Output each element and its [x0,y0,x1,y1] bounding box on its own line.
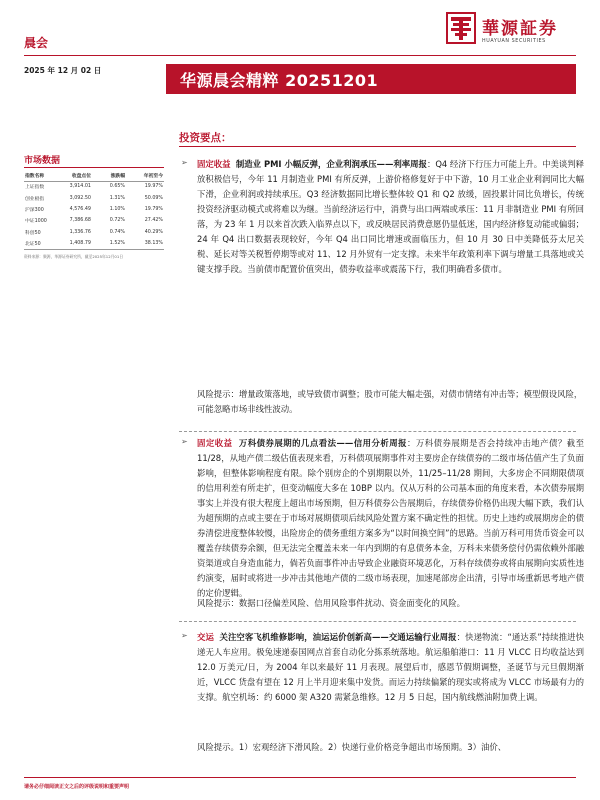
huayuan-seal-icon [446,12,476,44]
article-tag: 固定收益 [197,438,233,448]
article-item [197,436,584,601]
article-item [197,630,584,705]
logo-subtitle: HUAYUAN SECURITIES [482,39,546,44]
item-divider [179,431,576,432]
article-body: ：Q4 经济下行压力可能上升。中美谈判释放积极信号，今年 11 月制造业 PMI 有所反弹，上游价格修复好于中下游，10 月工业企业利润同比大幅下滑，企业利润或持续承压。Q3 经济数据同比增长整体较 Q1 和 Q2 放缓，固投累计同比负增长，传统投资经济驱动模式或将难以为继。当前经济运行中，消费与出口两端或承压：11 月非制造业 PMI 有所回落，为 23 年 1 月以来首次跌入临界点以下，或反映居民消费意愿仍显低迷，国内经济修复动能或偏弱；24 年 Q4 出口数据表现较好，今年 Q4 出口同比增速或面临压力，但 10 月 30 日中美降低芬太尼关税、延长对等关税暂停期等或对 11、12 月外贸有一定支撑。未来半年政策利率下调与增量工具落地或关键支撑手段。当前债市配置价值突出，债券收益率或震荡下行，我们明确看多债市。 [197,159,585,274]
arrow-bullet-icon: ➢ [181,158,188,167]
title-banner [166,64,576,94]
ytd-value: 38.13% [126,238,164,249]
risk-note: 风险提示：数据口径偏差风险、信用风险事件扰动、资金面变化的风险。 [197,598,465,608]
change-value: 1.52% [92,238,126,249]
article-tag: 交运 [197,632,214,642]
market-data-divider [24,167,164,168]
article-item [197,157,584,277]
ytd-value: 19.97% [144,184,163,190]
table-row [24,192,164,203]
article-headline: 关注空客飞机维修影响，油运运价创新高——交通运输行业周报 [219,632,457,642]
company-logo [446,12,578,56]
close-value: 4,576.49 [69,206,91,212]
ytd-value: 27.42% [144,218,163,224]
market-data-title: 市场数据 [24,156,61,166]
close-value: 1,336.76 [69,229,91,235]
index-name: 沪深300 [25,207,44,213]
table-header-row [24,171,164,181]
index-name: 北证50 [24,238,56,249]
arrow-bullet-icon: ➢ [181,631,188,640]
section-divider [179,146,576,147]
table-row [24,215,164,226]
index-name: 上证指数 [25,185,45,191]
footer-disclaimer: 请务必仔细阅读正文之后的评级说明和重要声明 [24,784,130,790]
change-value: 0.65% [109,184,125,190]
ytd-value: 40.29% [144,229,163,235]
footer-divider [24,777,576,778]
index-name: 科创50 [25,230,41,236]
page-title: 华源晨会精粹 20251201 [180,71,379,90]
report-category: 晨会 [24,36,49,50]
market-data-source: 资料来源：聚源，华源证券研究所，截至2025年12月01日 [24,254,124,259]
index-name: 中证1000 [25,219,47,225]
column-header: 收盘点位 [56,171,92,181]
table-row [24,238,164,249]
close-value: 3,914.01 [69,184,91,190]
close-value: 7,386.68 [69,218,91,224]
column-header: 指数名称 [24,171,56,181]
ytd-value: 19.79% [144,206,163,212]
close-value: 1,408.79 [56,238,92,249]
change-value: 1.10% [109,206,125,212]
report-date: 2025 年 12 月 02 日 [24,66,102,75]
market-data-table [24,171,164,250]
change-value: 0.74% [109,229,125,235]
index-name: 创业板指 [25,196,45,202]
ytd-value: 50.09% [144,195,163,201]
article-headline: 制造业 PMI 小幅反弹，企业利润承压——利率周报 [235,159,427,169]
table-row [24,227,164,238]
table-row [24,181,164,192]
article-tag: 固定收益 [197,159,231,169]
arrow-bullet-icon: ➢ [181,437,188,446]
article-body: ：快递物流：“通达系”持续推进快递无人车应用。极兔速递泰国网点首套自动化分拣系统落地。航运船舶港口：11 月 VLCC 日均收益达到 12.0 万美元/日，为 2004 年以来最好 11 月表现。展望后市，感恩节假期调整，圣诞节与元旦假期渐近，VLCC 货盘有望在 12 月上半月迎来集中发货。而运力持续偏紧的现实或将成为 VLCC 市场最有力的支撑。航空机场：约 6000 架 A320 需紧急维修。12 月 5 日起，国内航线燃油附加费上调。 [197,632,585,702]
section-title: 投资要点： [179,132,232,144]
column-header: 年初至今 [126,171,164,181]
item-divider [179,621,576,622]
risk-note: 风险提示：增量政策落地，或导致债市调整；股市可能大幅走强，对债市情绪有冲击等；模型假设风险，可能忽略市场非线性波动。 [197,389,583,414]
logo-name: 華源証券 [482,19,558,39]
article-body: ：万科债券展期是否会持续冲击地产债？截至 11/28，从地产债二级估值表现来看，万科债项展期事件对主要房企存续债券的二级市场估值产生了负面影响，但整体影响程度有限。除个别房企的个别期限以外，11/25–11/28 期间，大多房企不同期限债项的信用利差有所走扩，但变动幅度大多在 10BP 以内。仅从万科的公司基本面的角度来看，本次债券展期事实上并没有很大程度上超出市场预期，但万科债券公告展期后，存续债券价格仍出现大幅下跌，我们认为超预期的点或主要在于市场对展期债项后续风险处置方案不确定性的担忧。历史上违约或展期房企的债券清偿进度整体较慢，出险房企的债务重组方案多为“以时间换空间”的思路。当前万科可用货币资金可以覆盖存续债券余额，但无法完全覆盖未来一年内到期的有息债务本金，万科未来债务偿付仍需依赖外部融资渠道或自身造血能力，倘若负面事件冲击导致企业融资环境恶化，万科存续债券或将由展期向实质性违约演变，届时或将进一步冲击其他地产债的二级市场表现，加速尾部房企出清，引导市场重新思考地产债的定价逻辑。 [197,438,585,598]
column-header: 涨跌幅 [92,171,126,181]
risk-note: 风险提示。1）宏观经济下滑风险。2）快递行业价格竞争超出市场预期。3）油价、 [197,742,507,752]
close-value: 3,092.50 [69,195,91,201]
change-value: 0.72% [109,218,125,224]
article-headline: 万科债券展期的几点看法——信用分析周报 [238,438,407,448]
change-value: 1.31% [109,195,125,201]
table-row [24,204,164,215]
